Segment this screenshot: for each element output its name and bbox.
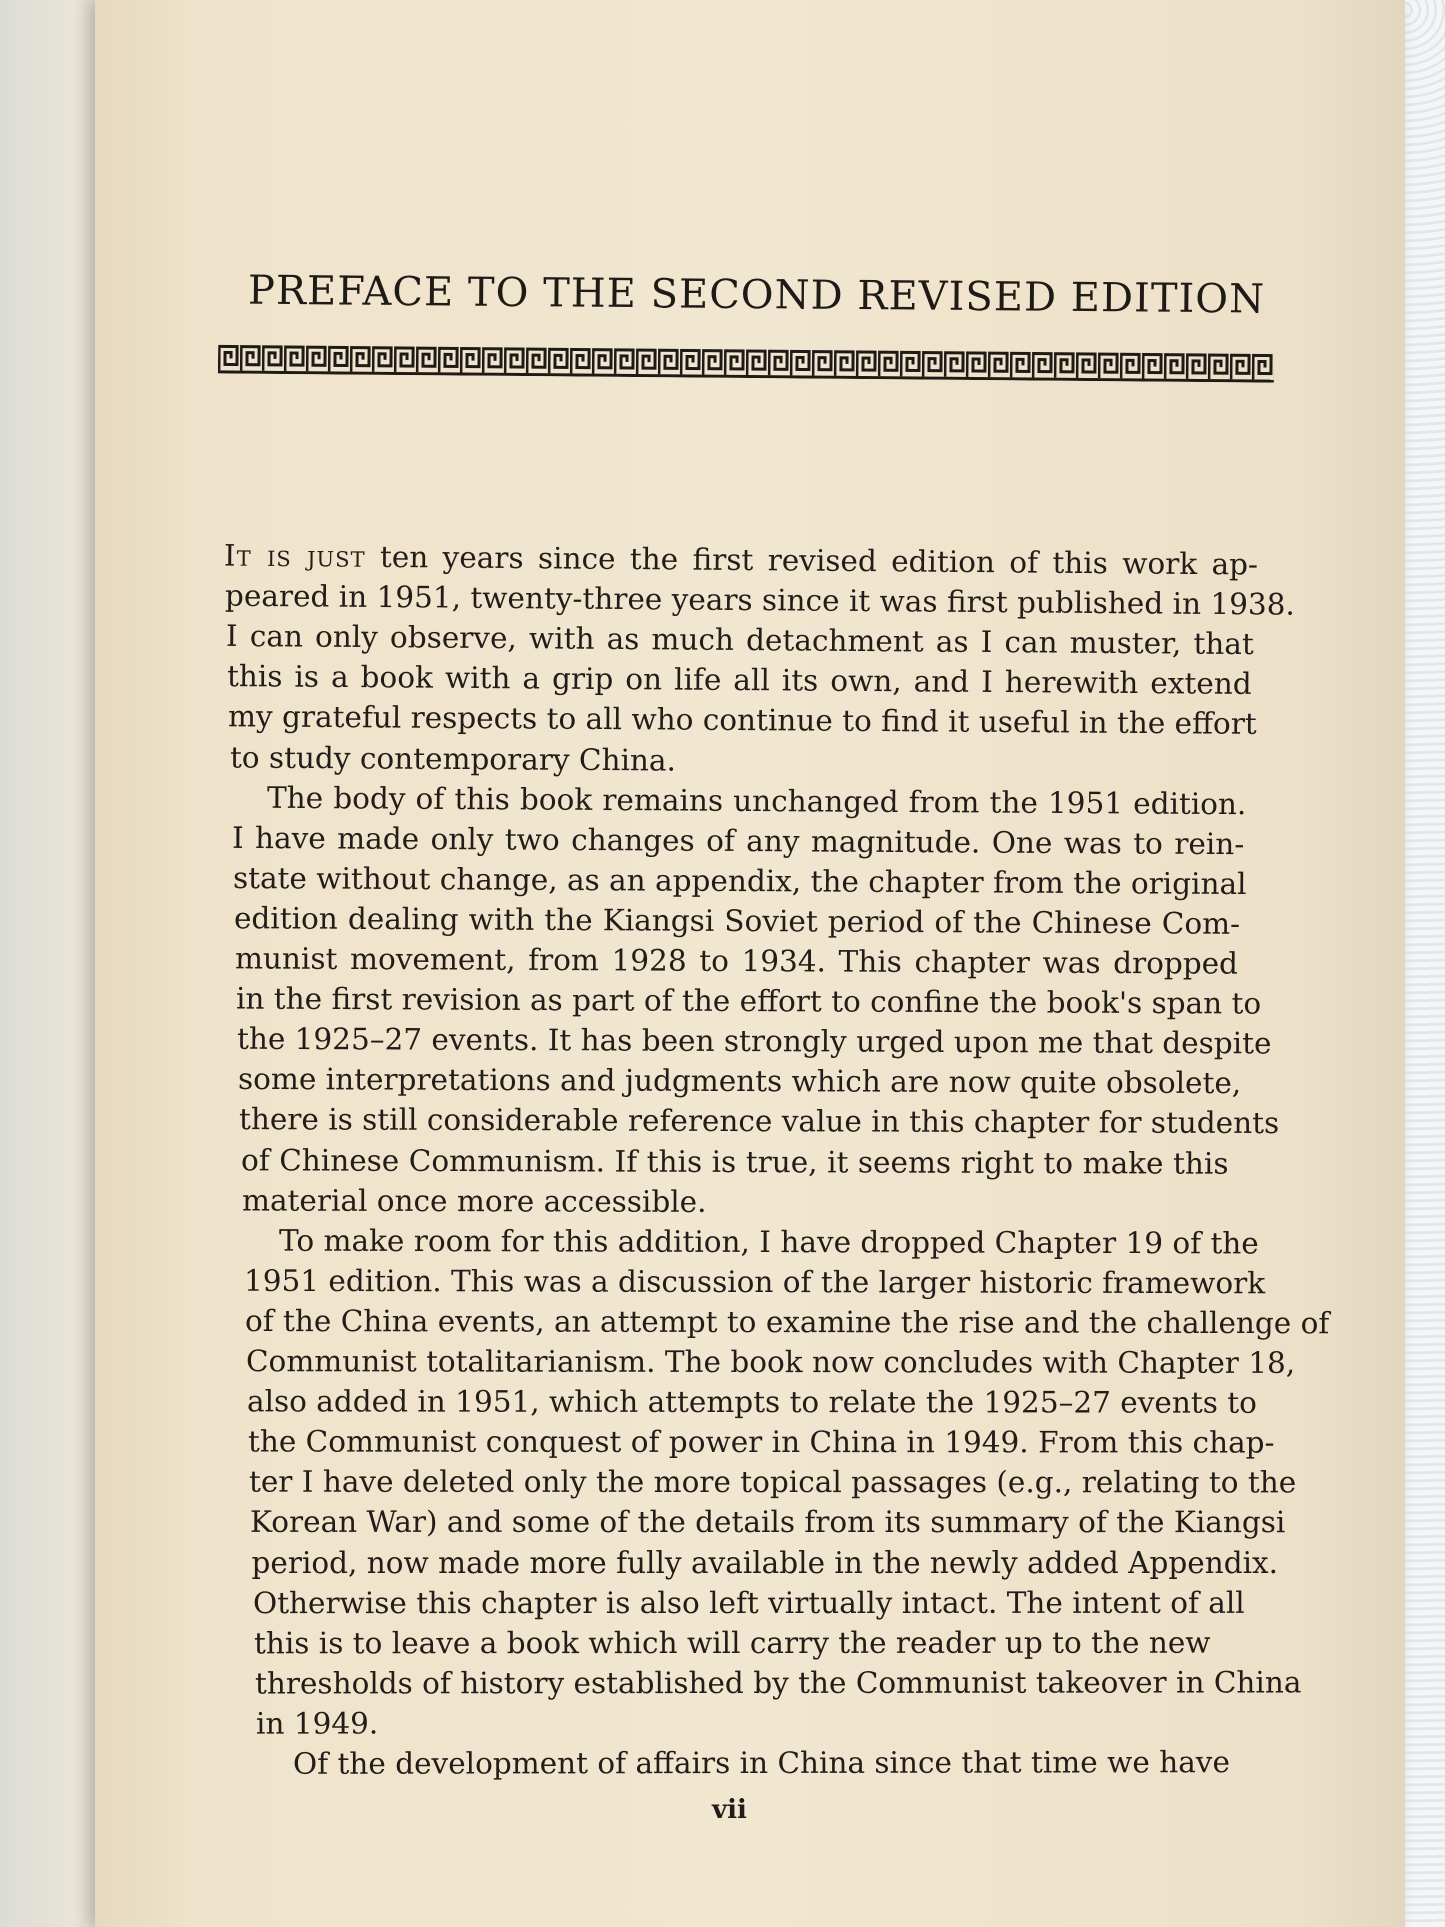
text-line: Of the development of affairs in China since that time we have [292,1745,1230,1781]
text-line: edition dealing with the Kiangsi Soviet period of the Chinese Com- [233,901,1241,941]
text-line: Otherwise this chapter is also left virtually intact. The intent of all [252,1585,1245,1620]
text-line: the 1925–27 events. It has been strongly urged upon me that despite [237,1021,1272,1061]
text-line: period, now made more fully available in the newly added Appendix. [251,1545,1279,1580]
opening-small-caps: It is just [223,538,366,574]
text-line: of Chinese Communism. If this is true, it seems right to make this [240,1142,1229,1181]
text-line: there is still considerable reference value in this chapter for students [239,1102,1280,1141]
text-line: some interpretations and judgments which are now quite obsolete, [238,1062,1242,1101]
text-line: this is to leave a book which will carry the reader up to the new [253,1625,1211,1661]
text-line: also added in 1951, which attempts to relate the 1925–27 events to [247,1384,1257,1420]
text-line: my grateful respects to all who continue to find it useful in the effort [228,699,1258,742]
text-line: in the first revision as part of the effort to confine the book's span to [236,981,1262,1021]
text-line: I can only observe, with as much detachment as I can muster, that [226,619,1255,662]
text-line: to study contemporary China. [229,739,676,778]
text-line: this is a book with a grip on life all its own, and I herewith extend [227,659,1253,702]
text-line: in 1949. [255,1706,379,1741]
text-line: The body of this book remains unchanged from the 1951 edition. [266,780,1247,821]
text-line: munist movement, from 1928 to 1934. This chapter was dropped [234,941,1239,981]
text-line: peared in 1951, twenty-three years since it was first published in 1938. [224,578,1296,622]
text-line: I have made only two changes of any magnitude. One was to rein- [231,820,1245,861]
text-line: of the China events, an attempt to examine the rise and the challenge of [244,1303,1330,1341]
opening-line-rest: ten years since the first revised edition of this work ap- [365,539,1259,582]
text-line: state without change, as an appendix, the chapter from the original [232,860,1247,901]
text-line: 1951 edition. This was a discussion of the larger historic framework [243,1263,1265,1301]
text-line: Communist totalitarianism. The book now concludes with Chapter 18, [245,1344,1296,1380]
text-line: Korean War) and some of the details from its summary of the Kiangsi [250,1505,1286,1540]
text-line: To make room for this addition, I have dropped Chapter 19 of the [278,1223,1259,1261]
page-title: PREFACE TO THE SECOND REVISED EDITION [247,267,1266,323]
text-line: material once more accessible. [241,1183,707,1219]
text-line: thresholds of history established by the Communist takeover in China [254,1665,1302,1701]
page-number: vii [712,1795,747,1825]
text-line: ter I have deleted only the more topical passages (e.g., relating to the [249,1464,1297,1500]
text-line: the Communist conquest of power in China in 1949. From this chap- [248,1424,1275,1460]
